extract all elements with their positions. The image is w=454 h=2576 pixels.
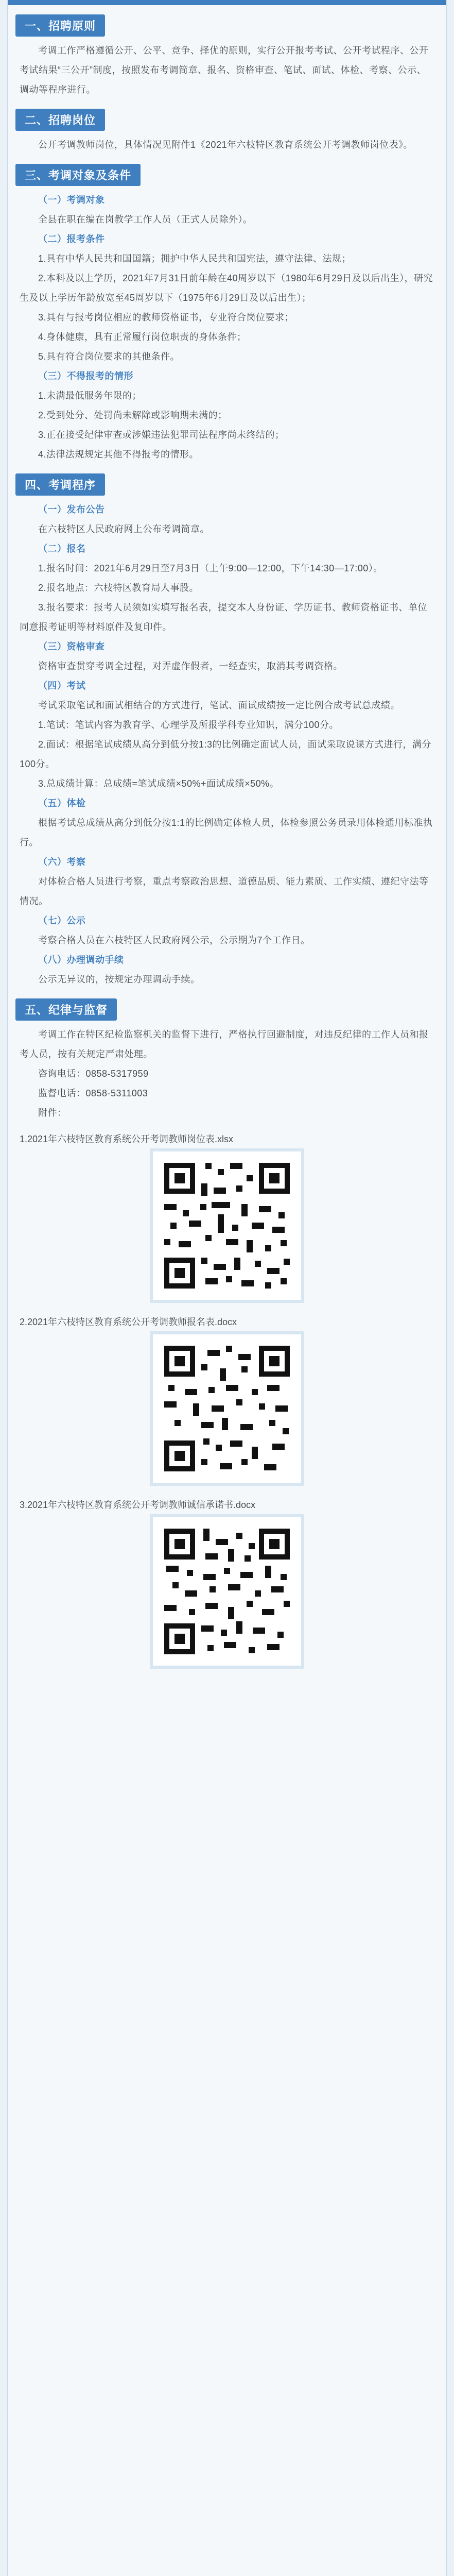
subheading: （八）办理调动手续 bbox=[38, 955, 124, 965]
subheading: （七）公示 bbox=[38, 916, 86, 926]
subheading: （二）报考条件 bbox=[38, 234, 105, 244]
paragraph: 公示无异议的，按规定办理调动手续。 bbox=[38, 974, 200, 985]
paragraph: 考调工作在特区纪检监察机关的监督下进行，严格执行回避制度，对违反纪律的工作人员和报考人员，按有关规定严肃处理。 bbox=[20, 1029, 429, 1059]
paragraph: 考调工作严格遵循公开、公平、竞争、择优的原则，实行公开报考考试、公开考试程序、公开考试结果“三公开”制度，按照发布考调简章、报名、资格审查、笔试、面试、体检、考察、公示、调动等程序进行。 bbox=[20, 45, 429, 95]
paragraph: 4.身体健康，具有正常履行岗位职责的身体条件； bbox=[38, 332, 247, 342]
paragraph: 5.具有符合岗位要求的其他条件。 bbox=[38, 351, 180, 362]
subheading: （一）考调对象 bbox=[38, 195, 105, 205]
section-3 bbox=[8, 155, 446, 464]
section-body bbox=[8, 135, 446, 155]
paragraph: 2.面试：根据笔试成绩从高分到低分按1:3的比例确定面试人员，面试采取说课方式进行，满分100分。 bbox=[20, 739, 432, 769]
section-heading: 二、招聘岗位 bbox=[15, 109, 105, 131]
section-1 bbox=[8, 5, 446, 99]
subheading: （四）考试 bbox=[38, 681, 86, 691]
paragraph: 根据考试总成绩从高分到低分按1:1的比例确定体检人员，体检参照公务员录用体检通用标准执行。 bbox=[20, 818, 433, 848]
paragraph: 1.未满最低服务年限的； bbox=[38, 391, 142, 401]
attachment-link[interactable]: 3.2021年六枝特区教育系统公开考调教师诚信承诺书.docx bbox=[20, 1500, 256, 1510]
top-accent-bar bbox=[8, 0, 446, 5]
paragraph: 3.报名要求：报考人员须如实填写报名表，提交本人身份证、学历证书、教师资格证书、单位同意报考证明等材料原件及复印件。 bbox=[20, 602, 428, 632]
section-heading: 三、考调对象及条件 bbox=[15, 164, 141, 186]
attachment-link[interactable]: 2.2021年六枝特区教育系统公开考调教师报名表.docx bbox=[20, 1317, 237, 1327]
attachment-1 bbox=[8, 1130, 446, 1306]
paragraph: 公开考调教师岗位，具体情况见附件1《2021年六枝特区教育系统公开考调教师岗位表》。 bbox=[38, 140, 413, 150]
paragraph: 2.本科及以上学历，2021年7月31日前年龄在40周岁以下（1980年6月29日及以后出生），研究生及以上学历年龄放宽至45周岁以下（1975年6月29日及以后出生）； bbox=[20, 273, 433, 303]
paragraph: 1.具有中华人民共和国国籍；拥护中华人民共和国宪法，遵守法律、法规； bbox=[38, 253, 352, 264]
qr-code-icon bbox=[164, 1163, 290, 1289]
section-2 bbox=[8, 99, 446, 155]
paragraph: 咨询电话：0858-5317959 bbox=[38, 1069, 149, 1079]
section-body bbox=[8, 190, 446, 464]
paragraph: 2.报名地点：六枝特区教育局人事股。 bbox=[38, 583, 199, 593]
paragraph: 考试采取笔试和面试相结合的方式进行，笔试、面试成绩按一定比例合成考试总成绩。 bbox=[38, 700, 400, 710]
paragraph: 3.正在接受纪律审查或涉嫌违法犯罪司法程序尚未终结的； bbox=[38, 430, 285, 440]
section-body bbox=[8, 1025, 446, 1123]
paragraph: 2.受到处分、处罚尚未解除或影响期未满的； bbox=[38, 410, 228, 420]
subheading: （一）发布公告 bbox=[38, 504, 105, 515]
qr-code-icon bbox=[164, 1346, 290, 1471]
paragraph: 在六枝特区人民政府网上公布考调简章。 bbox=[38, 524, 209, 534]
paragraph: 1.报名时间：2021年6月29日至7月3日（上午9:00—12:00，下午14:30—17:00）。 bbox=[38, 563, 383, 573]
attachment-link[interactable]: 1.2021年六枝特区教育系统公开考调教师岗位表.xlsx bbox=[20, 1134, 234, 1144]
attachment-3 bbox=[8, 1496, 446, 1671]
subheading: （三）不得报考的情形 bbox=[38, 371, 133, 381]
section-body bbox=[8, 500, 446, 989]
section-body bbox=[8, 41, 446, 99]
paragraph: 监督电话：0858-5311003 bbox=[38, 1088, 148, 1098]
paragraph: 1.笔试：笔试内容为教育学、心理学及所报学科专业知识，满分100分。 bbox=[38, 720, 339, 730]
subheading: （六）考察 bbox=[38, 857, 86, 867]
section-heading: 五、纪律与监督 bbox=[15, 998, 117, 1021]
paragraph: 3.具有与报考岗位相应的教师资格证书，专业符合岗位要求； bbox=[38, 312, 294, 323]
subheading: （五）体检 bbox=[38, 798, 86, 808]
paragraph: 4.法律法规规定其他不得报考的情形。 bbox=[38, 449, 199, 460]
attachment-2 bbox=[8, 1313, 446, 1488]
paragraph: 全县在职在编在岗教学工作人员（正式人员除外）。 bbox=[38, 214, 253, 225]
section-5 bbox=[8, 989, 446, 1123]
article-page bbox=[7, 0, 447, 2576]
paragraph: 资格审查贯穿考调全过程，对弄虚作假者，一经查实，取消其考调资格。 bbox=[38, 661, 343, 671]
section-heading: 四、考调程序 bbox=[15, 473, 105, 496]
qr-code-image bbox=[150, 1331, 304, 1486]
subheading: （二）报名 bbox=[38, 544, 86, 554]
section-heading: 一、招聘原则 bbox=[15, 14, 105, 37]
subheading: （三）资格审查 bbox=[38, 641, 105, 652]
paragraph: 附件： bbox=[38, 1108, 67, 1118]
qr-code-image bbox=[150, 1148, 304, 1303]
section-4 bbox=[8, 464, 446, 989]
qr-code-icon bbox=[164, 1529, 290, 1654]
paragraph: 考察合格人员在六枝特区人民政府网公示，公示期为7个工作日。 bbox=[38, 935, 310, 945]
qr-code-image bbox=[150, 1514, 304, 1669]
paragraph: 对体检合格人员进行考察，重点考察政治思想、道德品质、能力素质、工作实绩、遵纪守法等情况。 bbox=[20, 876, 429, 906]
paragraph: 3.总成绩计算：总成绩=笔试成绩×50%+面试成绩×50%。 bbox=[38, 778, 280, 789]
